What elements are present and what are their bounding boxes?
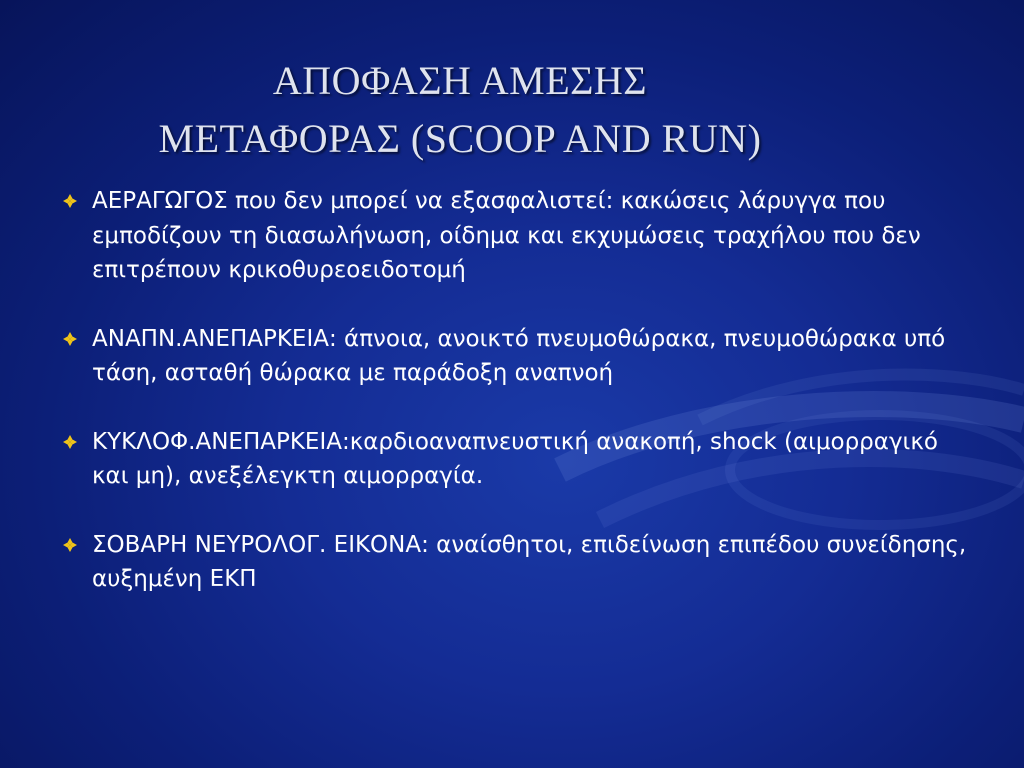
bullet-list xyxy=(62,184,972,631)
diamond-cluster-icon xyxy=(62,331,78,347)
diamond-cluster-icon xyxy=(62,537,78,553)
bullet-item-neurological xyxy=(62,528,972,597)
bullet-text: ΑΝΑΠΝ.ΑΝΕΠΑΡΚΕΙΑ: άπνοια, ανοικτό πνευμοθώρακα, πνευμοθώρακα υπό τάση, ασταθή θώρακα με παράδοξη αναπνοή xyxy=(92,325,946,386)
diamond-cluster-icon xyxy=(62,193,78,209)
bullet-text: ΑΕΡΑΓΩΓΟΣ που δεν μπορεί να εξασφαλιστεί: κακώσεις λάρυγγα που εμποδίζουν τη διασωλήνωση, οίδημα και εκχυμώσεις τραχήλου που δεν επιτρέπουν κρικοθυρεοειδοτομή xyxy=(92,188,921,283)
slide-title-line-2: ΜΕΤΑΦΟΡΑΣ (SCOOP AND RUN) xyxy=(158,116,762,161)
bullet-text: ΣΟΒΑΡΗ ΝΕΥΡΟΛΟΓ. ΕΙΚΟΝΑ: αναίσθητοι, επιδείνωση επιπέδου συνείδησης, αυξημένη ΕΚΠ xyxy=(92,531,967,592)
bullet-item-respiratory xyxy=(62,322,972,391)
bullet-item-circulatory xyxy=(62,425,972,494)
slide-title-line-1: ΑΠΟΦΑΣΗ ΑΜΕΣΗΣ xyxy=(272,58,648,103)
slide-title xyxy=(40,52,880,168)
bullet-text: ΚΥΚΛΟΦ.ΑΝΕΠΑΡΚΕΙΑ:καρδιοαναπνευστική ανακοπή, shock (αιμορραγικό και μη), ανεξέλεγκτη αιμορραγία. xyxy=(92,428,938,489)
bullet-item-airway xyxy=(62,184,972,288)
diamond-cluster-icon xyxy=(62,434,78,450)
